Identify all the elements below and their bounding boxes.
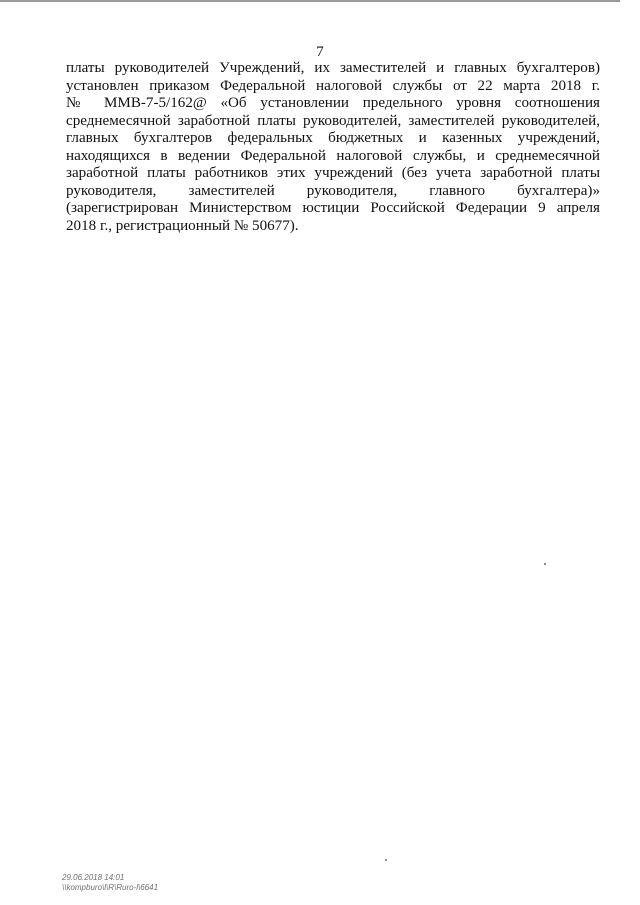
body-line: установлен приказом Федеральной налоговой службы от 22 марта 2018 г. bbox=[66, 77, 600, 94]
scan-speck bbox=[385, 859, 387, 861]
body-line: № ММВ-7-5/162@ «Об установлении предельного уровня соотношения bbox=[66, 95, 600, 111]
scan-edge-line bbox=[0, 0, 620, 2]
footer-timestamp: 29.06.2018 14:01 bbox=[62, 873, 125, 882]
page-number: 7 bbox=[316, 44, 324, 60]
body-line: среднемесячной заработной платы руководителей, заместителей руководителей, bbox=[66, 112, 600, 129]
body-line: находящихся в ведении Федеральной налоговой службы, и среднемесячной bbox=[66, 147, 600, 164]
body-line: заработной платы работников этих учреждений (без учета заработной платы bbox=[66, 165, 600, 181]
footer-file-path: \\kompburo\l\R\Ruro-l\6641 bbox=[62, 883, 159, 892]
body-line: 2018 г., регистрационный № 50677). bbox=[66, 217, 299, 234]
body-line: руководителя, заместителей руководителя, главного бухгалтера)» bbox=[66, 182, 600, 199]
body-line: (зарегистрирован Министерством юстиции Российской Федерации 9 апреля bbox=[66, 200, 600, 216]
footer-stamp bbox=[62, 873, 158, 893]
body-line: платы руководителей Учреждений, их заместителей и главных бухгалтеров) bbox=[66, 60, 600, 76]
body-line: главных бухгалтеров федеральных бюджетных и казенных учреждений, bbox=[66, 130, 600, 146]
scan-speck bbox=[544, 563, 546, 565]
body-paragraph bbox=[66, 60, 600, 235]
